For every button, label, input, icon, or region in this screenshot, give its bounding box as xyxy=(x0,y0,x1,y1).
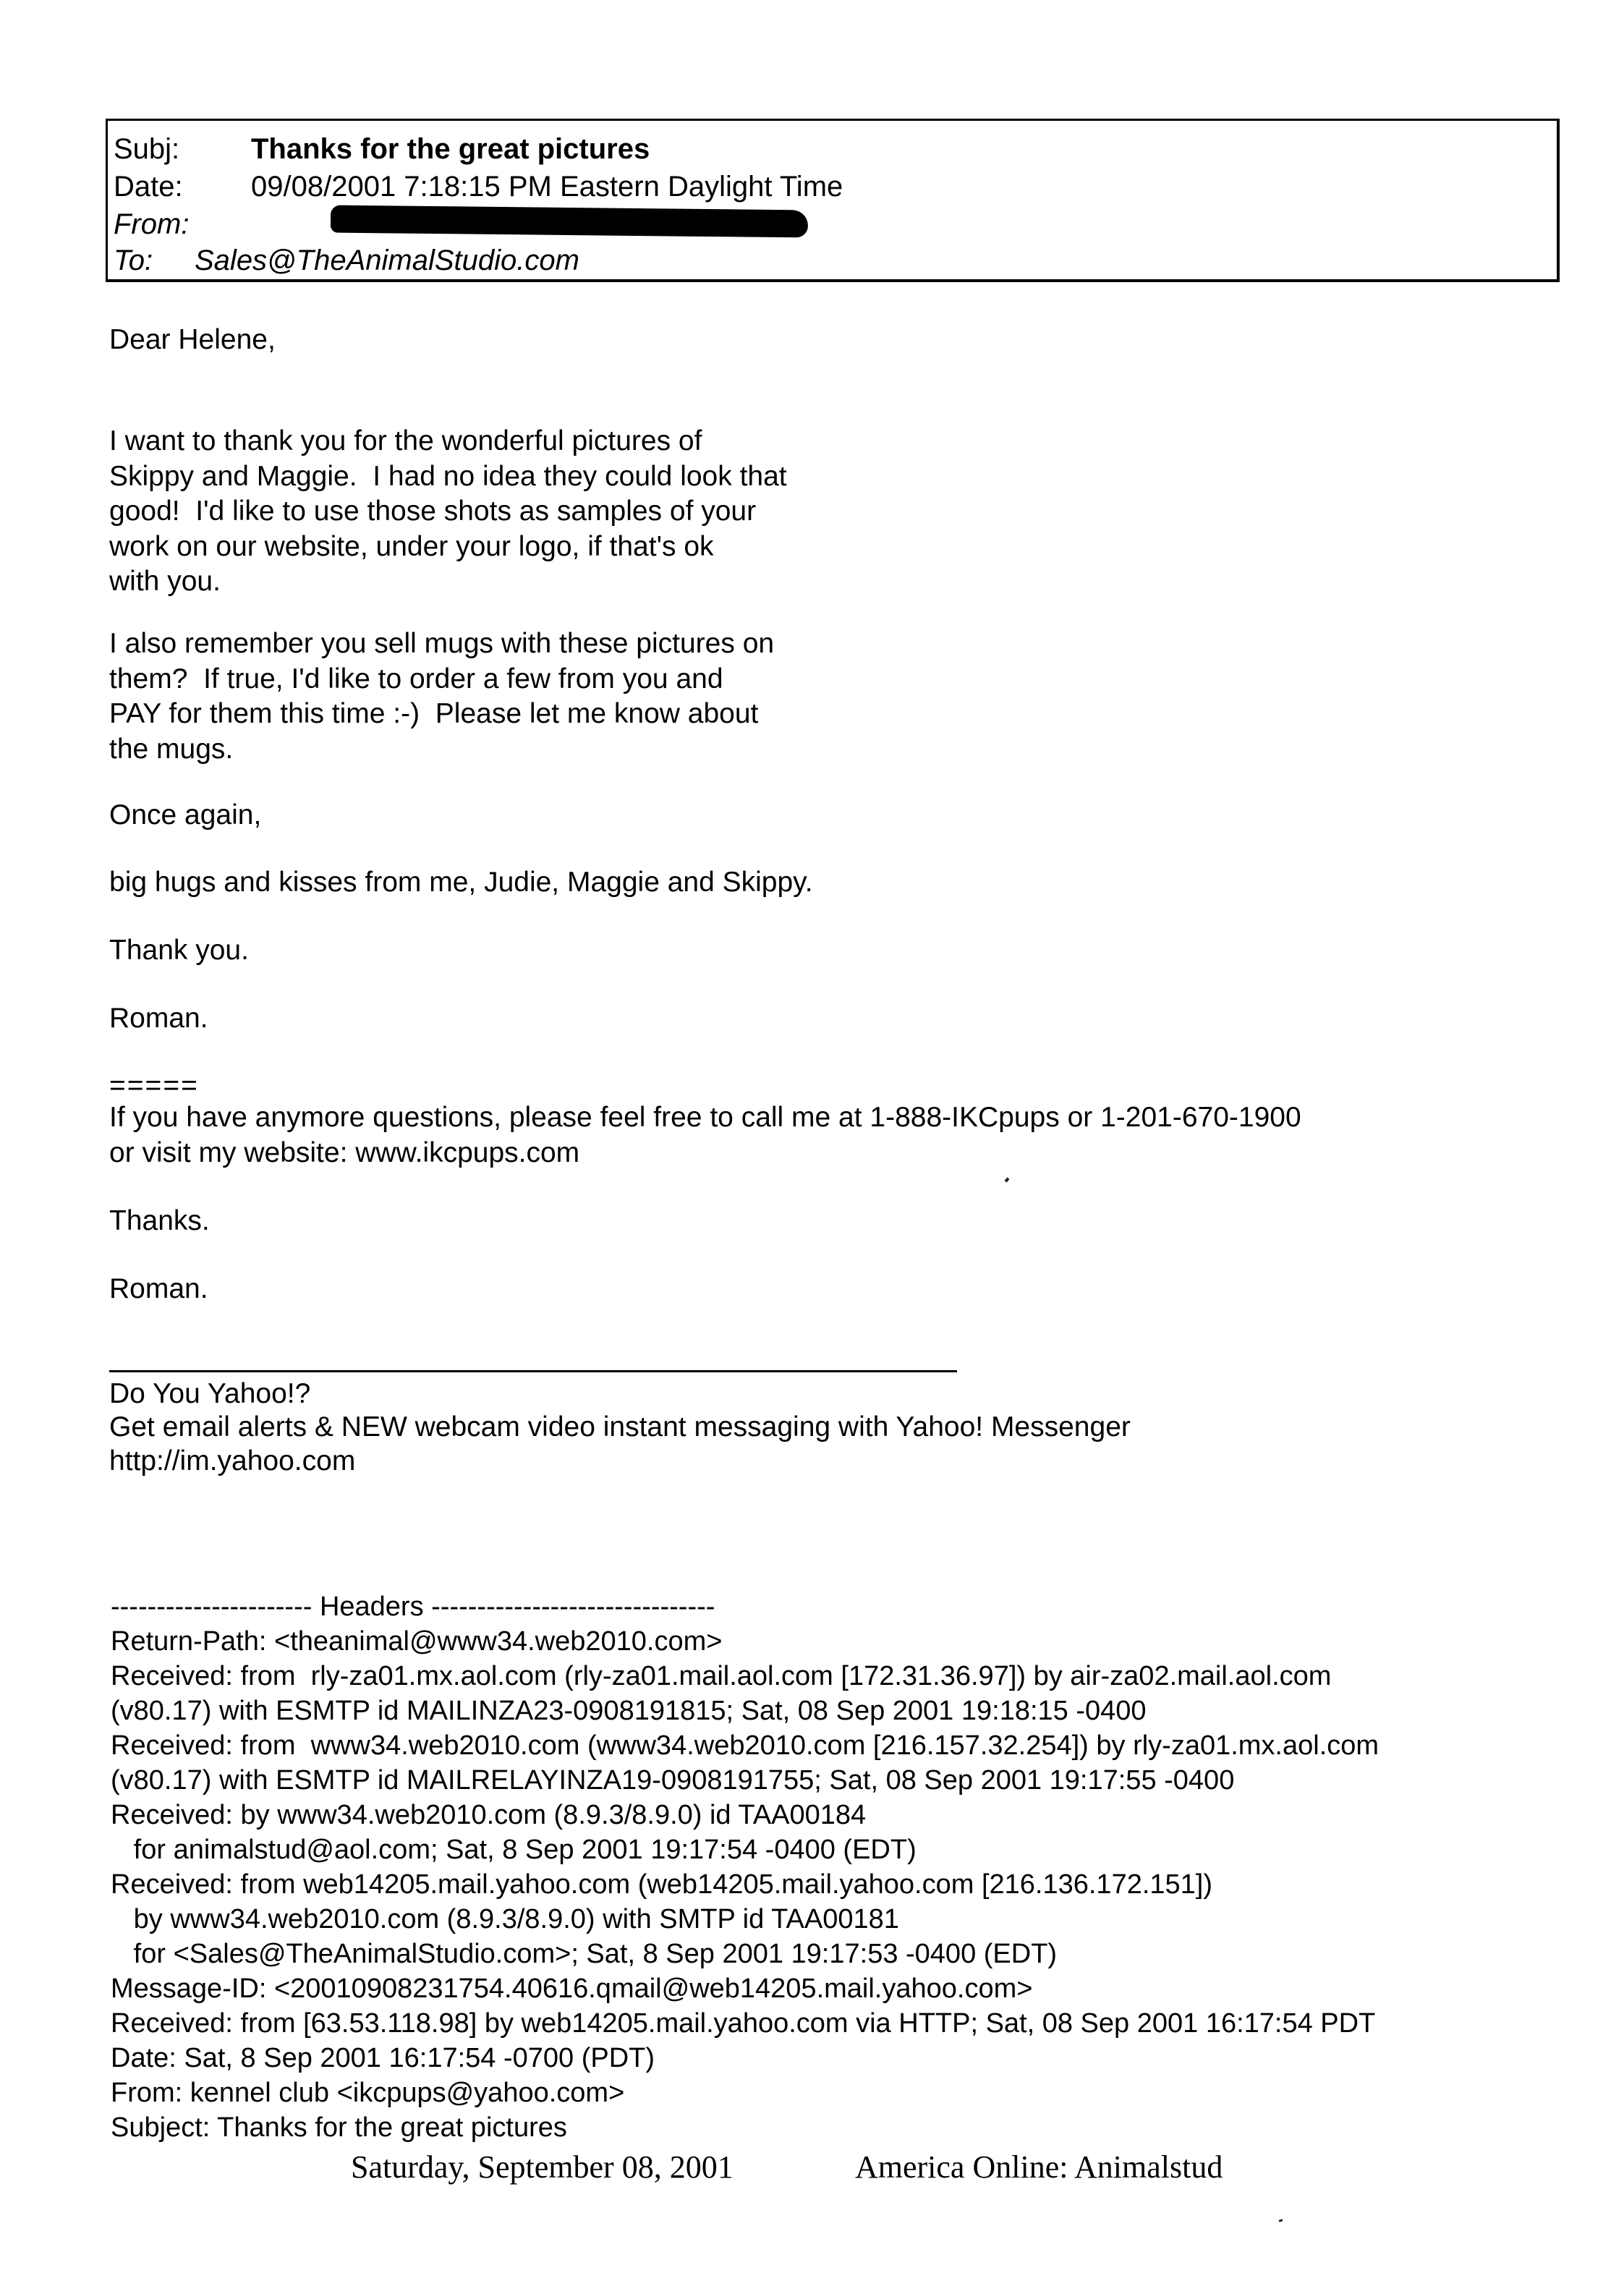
header-line: Return-Path: <theanimal@www34.web2010.com> xyxy=(111,1626,723,1657)
greeting: Dear Helene, xyxy=(109,324,276,355)
header-line: From: kennel club <ikcpups@yahoo.com> xyxy=(111,2078,625,2108)
hugs-line: big hugs and kisses from me, Judie, Maggie and Skippy. xyxy=(109,867,813,898)
from-row xyxy=(114,206,251,242)
signoff-2: Roman. xyxy=(109,1273,208,1304)
paragraph-1-line: good! I'd like to use those shots as samples of your xyxy=(109,496,757,527)
header-line: Received: by www34.web2010.com (8.9.3/8.9.0) id TAA00184 xyxy=(111,1800,867,1830)
from-label: From: xyxy=(114,208,190,240)
header-line: Subject: Thanks for the great pictures xyxy=(111,2112,567,2143)
thanks: Thanks. xyxy=(109,1205,210,1236)
yahoo-line-1: Do You Yahoo!? xyxy=(109,1378,311,1409)
footer-source: America Online: Animalstud xyxy=(855,2149,1223,2185)
header-line: (v80.17) with ESMTP id MAILRELAYINZA19-0908191755; Sat, 08 Sep 2001 19:17:55 -0400 xyxy=(111,1765,1235,1796)
header-line: ---------------------- Headers ------------------------------- xyxy=(111,1592,715,1622)
footer-date: Saturday, September 08, 2001 xyxy=(351,2149,734,2185)
header-line: Date: Sat, 8 Sep 2001 16:17:54 -0700 (PDT) xyxy=(111,2043,655,2073)
paragraph-1-line: work on our website, under your logo, if that's ok xyxy=(109,530,714,562)
header-line: Received: from web14205.mail.yahoo.com (web14205.mail.yahoo.com [216.136.172.151]) xyxy=(111,1869,1213,1900)
thank-you: Thank you. xyxy=(109,935,249,966)
subject-label: Subj: xyxy=(114,133,180,165)
yahoo-link[interactable]: http://im.yahoo.com xyxy=(109,1445,356,1477)
email-header-box xyxy=(106,119,1560,282)
header-line: Received: from www34.web2010.com (www34.web2010.com [216.157.32.254]) by rly-za01.mx.aol.com xyxy=(111,1730,1379,1761)
paragraph-2 xyxy=(109,626,774,767)
paragraph-1-line: Skippy and Maggie. I had no idea they could look that xyxy=(109,460,787,492)
header-line: for <Sales@TheAnimalStudio.com>; Sat, 8 Sep 2001 19:17:53 -0400 (EDT) xyxy=(111,1939,1058,1969)
subject-value: Thanks for the great pictures xyxy=(251,133,650,165)
paragraph-1 xyxy=(109,424,787,600)
to-label: To: xyxy=(114,245,153,276)
date-label: Date: xyxy=(114,171,183,203)
contact-line-1: If you have anymore questions, please feel free to call me at 1-888-IKCpups or 1-201-670-1900 xyxy=(109,1102,1301,1133)
subject-row xyxy=(114,131,650,167)
raw-headers xyxy=(111,1589,1379,2145)
signoff-1: Roman. xyxy=(109,1003,208,1034)
date-value: 09/08/2001 7:18:15 PM Eastern Daylight Time xyxy=(251,171,843,203)
paragraph-2-line: them? If true, I'd like to order a few from you and xyxy=(109,663,723,694)
contact-line-2: or visit my website: www.ikcpups.com xyxy=(109,1137,580,1168)
paragraph-1-line: I want to thank you for the wonderful pictures of xyxy=(109,425,702,456)
signature-divider xyxy=(109,1370,957,1372)
separator: ===== xyxy=(109,1070,199,1101)
to-value: Sales@TheAnimalStudio.com xyxy=(195,245,579,276)
header-line: for animalstud@aol.com; Sat, 8 Sep 2001 19:17:54 -0400 (EDT) xyxy=(111,1835,917,1865)
header-line: by www34.web2010.com (8.9.3/8.9.0) with SMTP id TAA00181 xyxy=(111,1904,899,1934)
redaction-bar xyxy=(331,205,808,238)
paragraph-1-line: with you. xyxy=(109,566,221,597)
yahoo-line-2: Get email alerts & NEW webcam video instant messaging with Yahoo! Messenger xyxy=(109,1411,1131,1443)
header-line: (v80.17) with ESMTP id MAILINZA23-0908191815; Sat, 08 Sep 2001 19:18:15 -0400 xyxy=(111,1696,1147,1726)
header-line: Received: from rly-za01.mx.aol.com (rly-za01.mail.aol.com [172.31.36.97]) by air-za02.mail.aol.com xyxy=(111,1661,1332,1691)
header-line: Message-ID: <20010908231754.40616.qmail@web14205.mail.yahoo.com> xyxy=(111,1974,1033,2004)
scan-speck xyxy=(1279,2219,1283,2222)
scan-speck xyxy=(1005,1177,1010,1182)
once-again: Once again, xyxy=(109,799,262,830)
header-line: Received: from [63.53.118.98] by web14205.mail.yahoo.com via HTTP; Sat, 08 Sep 2001 16:17:54 PDT xyxy=(111,2008,1376,2039)
paragraph-2-line: PAY for them this time :-) Please let me know about xyxy=(109,698,759,729)
date-row xyxy=(114,169,843,205)
paragraph-2-line: I also remember you sell mugs with these pictures on xyxy=(109,628,775,659)
paragraph-2-line: the mugs. xyxy=(109,733,234,765)
to-row xyxy=(114,242,579,279)
